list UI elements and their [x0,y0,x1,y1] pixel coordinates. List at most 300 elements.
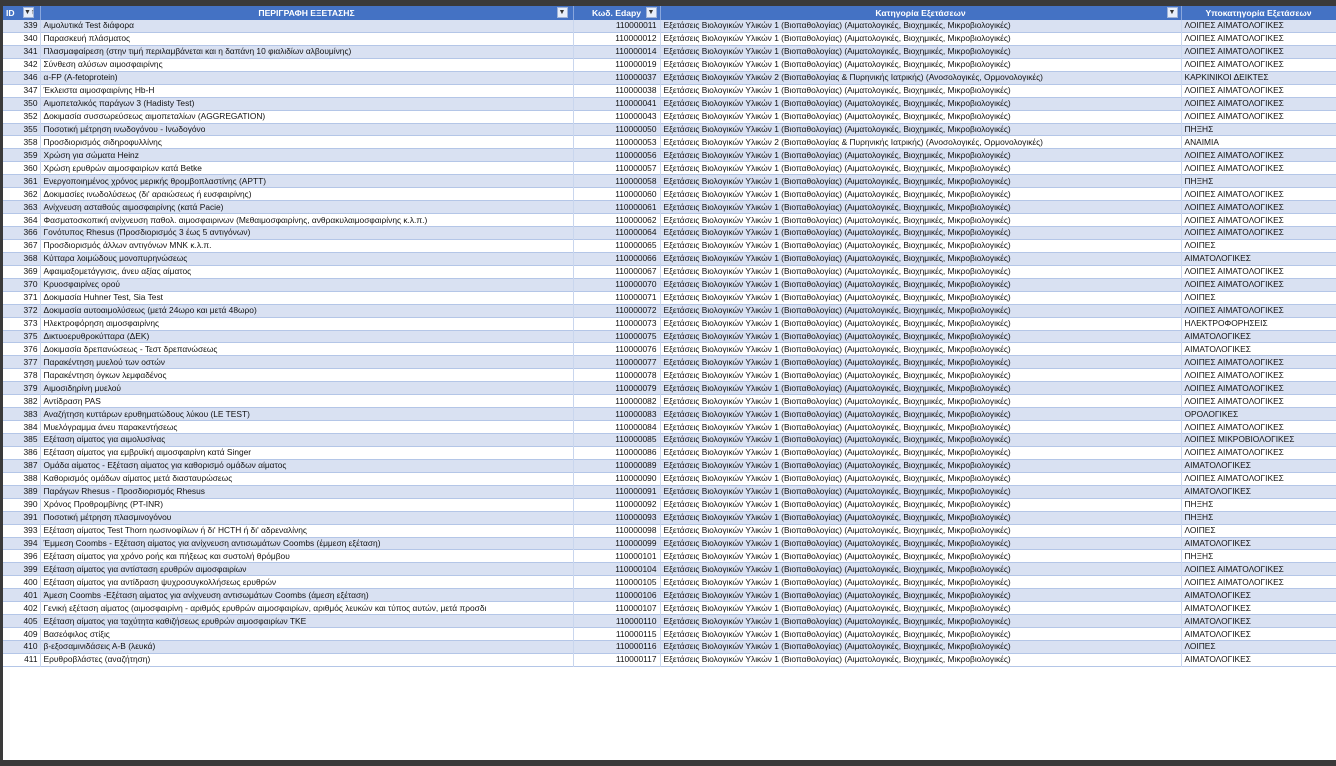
cell-subcategory[interactable]: ΑΙΜΑΤΟΛΟΓΙΚΕΣ [1181,459,1336,472]
cell-id[interactable]: 402 [3,602,40,615]
cell-description[interactable]: Ανίχνευση ασταθούς αιμοσφαιρίνης (κατά Pacie) [40,201,573,214]
cell-description[interactable]: Εξέταση αίματος για αντίδραση ψυχροσυγκολλήσεως ερυθρών [40,576,573,589]
cell-code[interactable]: 110000056 [573,149,660,162]
cell-category[interactable]: Εξετάσεις Βιολογικών Υλικών 1 (Βιοπαθολογίας) (Αιματολογικές, Βιοχημικές, Μικροβιολογικές) [660,589,1181,602]
cell-id[interactable]: 339 [3,20,40,32]
cell-code[interactable]: 110000078 [573,369,660,382]
cell-code[interactable]: 110000041 [573,97,660,110]
table-row[interactable] [3,537,1336,550]
cell-code[interactable]: 110000099 [573,537,660,550]
cell-category[interactable]: Εξετάσεις Βιολογικών Υλικών 1 (Βιοπαθολογίας) (Αιματολογικές, Βιοχημικές, Μικροβιολογικές) [660,201,1181,214]
table-row[interactable] [3,110,1336,123]
cell-category[interactable]: Εξετάσεις Βιολογικών Υλικών 1 (Βιοπαθολογίας) (Αιματολογικές, Βιοχημικές, Μικροβιολογικές) [660,123,1181,136]
table-row[interactable] [3,653,1336,666]
table-row[interactable] [3,615,1336,628]
cell-id[interactable]: 373 [3,317,40,330]
cell-id[interactable]: 369 [3,265,40,278]
cell-description[interactable]: Αιμοσιδηρίνη μυελού [40,382,573,395]
cell-code[interactable]: 110000106 [573,589,660,602]
cell-subcategory[interactable]: ΛΟΙΠΕΣ [1181,524,1336,537]
cell-code[interactable]: 110000092 [573,498,660,511]
cell-code[interactable]: 110000075 [573,330,660,343]
cell-id[interactable]: 376 [3,343,40,356]
cell-id[interactable]: 347 [3,84,40,97]
cell-subcategory[interactable]: ΠΗΞΗΣ [1181,550,1336,563]
cell-id[interactable]: 342 [3,58,40,71]
cell-code[interactable]: 110000117 [573,653,660,666]
cell-id[interactable]: 400 [3,576,40,589]
cell-id[interactable]: 355 [3,123,40,136]
cell-id[interactable]: 389 [3,485,40,498]
cell-code[interactable]: 110000012 [573,32,660,45]
cell-subcategory[interactable]: ΛΟΙΠΕΣ ΑΙΜΑΤΟΛΟΓΙΚΕΣ [1181,20,1336,32]
cell-code[interactable]: 110000073 [573,317,660,330]
cell-id[interactable]: 405 [3,615,40,628]
table-row[interactable] [3,408,1336,421]
cell-subcategory[interactable]: ΛΟΙΠΕΣ ΑΙΜΑΤΟΛΟΓΙΚΕΣ [1181,149,1336,162]
table-row[interactable] [3,628,1336,641]
cell-code[interactable]: 110000067 [573,265,660,278]
cell-subcategory[interactable]: ΛΟΙΠΕΣ ΑΙΜΑΤΟΛΟΓΙΚΕΣ [1181,201,1336,214]
table-row[interactable] [3,227,1336,240]
table-row[interactable] [3,421,1336,434]
cell-subcategory[interactable]: ΛΟΙΠΕΣ ΑΙΜΑΤΟΛΟΓΙΚΕΣ [1181,32,1336,45]
cell-description[interactable]: β-εξοσαμινιδάσεις Α-Β (λευκά) [40,641,573,654]
table-row[interactable] [3,369,1336,382]
table-row[interactable] [3,317,1336,330]
cell-id[interactable]: 364 [3,214,40,227]
cell-id[interactable]: 346 [3,71,40,84]
cell-code[interactable]: 110000043 [573,110,660,123]
cell-category[interactable]: Εξετάσεις Βιολογικών Υλικών 1 (Βιοπαθολογίας) (Αιματολογικές, Βιοχημικές, Μικροβιολογικές) [660,162,1181,175]
cell-description[interactable]: Έμμεση Coombs - Εξέταση αίματος για ανίχνευση αντισωμάτων Coombs (έμμεση εξέταση) [40,537,573,550]
cell-code[interactable]: 110000115 [573,628,660,641]
cell-subcategory[interactable]: ΑΙΜΑΤΟΛΟΓΙΚΕΣ [1181,330,1336,343]
cell-code[interactable]: 110000082 [573,395,660,408]
cell-code[interactable]: 110000076 [573,343,660,356]
cell-category[interactable]: Εξετάσεις Βιολογικών Υλικών 1 (Βιοπαθολογίας) (Αιματολογικές, Βιοχημικές, Μικροβιολογικές) [660,576,1181,589]
cell-subcategory[interactable]: ΑΙΜΑΤΟΛΟΓΙΚΕΣ [1181,343,1336,356]
cell-description[interactable]: Παρασκευή πλάσματος [40,32,573,45]
cell-id[interactable]: 396 [3,550,40,563]
cell-id[interactable]: 378 [3,369,40,382]
cell-category[interactable]: Εξετάσεις Βιολογικών Υλικών 1 (Βιοπαθολογίας) (Αιματολογικές, Βιοχημικές, Μικροβιολογικές) [660,265,1181,278]
cell-category[interactable]: Εξετάσεις Βιολογικών Υλικών 1 (Βιοπαθολογίας) (Αιματολογικές, Βιοχημικές, Μικροβιολογικές) [660,485,1181,498]
cell-description[interactable]: Δοκιμασίες ινωδολύσεως (δι' αραιώσεως ή ευσφαιρίνης) [40,188,573,201]
cell-id[interactable]: 350 [3,97,40,110]
table-row[interactable] [3,278,1336,291]
cell-subcategory[interactable]: ΑΙΜΑΤΟΛΟΓΙΚΕΣ [1181,628,1336,641]
cell-id[interactable]: 363 [3,201,40,214]
filter-dropdown-icon[interactable]: ▼ [1167,7,1178,18]
cell-category[interactable]: Εξετάσεις Βιολογικών Υλικών 1 (Βιοπαθολογίας) (Αιματολογικές, Βιοχημικές, Μικροβιολογικές) [660,602,1181,615]
cell-id[interactable]: 352 [3,110,40,123]
cell-category[interactable]: Εξετάσεις Βιολογικών Υλικών 1 (Βιοπαθολογίας) (Αιματολογικές, Βιοχημικές, Μικροβιολογικές) [660,291,1181,304]
table-row[interactable] [3,472,1336,485]
cell-id[interactable]: 391 [3,511,40,524]
cell-id[interactable]: 370 [3,278,40,291]
cell-subcategory[interactable]: ΠΗΞΗΣ [1181,123,1336,136]
cell-id[interactable]: 358 [3,136,40,149]
cell-category[interactable]: Εξετάσεις Βιολογικών Υλικών 1 (Βιοπαθολογίας) (Αιματολογικές, Βιοχημικές, Μικροβιολογικές) [660,239,1181,252]
cell-subcategory[interactable]: ΚΑΡΚΙΝΙΚΟΙ ΔΕΙΚΤΕΣ [1181,71,1336,84]
cell-description[interactable]: Βασεόφιλος στίξις [40,628,573,641]
cell-category[interactable]: Εξετάσεις Βιολογικών Υλικών 1 (Βιοπαθολογίας) (Αιματολογικές, Βιοχημικές, Μικροβιολογικές) [660,188,1181,201]
cell-id[interactable]: 368 [3,252,40,265]
cell-id[interactable]: 409 [3,628,40,641]
table-row[interactable] [3,252,1336,265]
table-row[interactable] [3,84,1336,97]
cell-id[interactable]: 377 [3,356,40,369]
cell-description[interactable]: Ενεργοποιημένος χρόνος μερικής θρομβοπλαστίνης (APTT) [40,175,573,188]
cell-code[interactable]: 110000105 [573,576,660,589]
cell-description[interactable]: Έκλειστα αιμοσφαιρίνης Hb-H [40,84,573,97]
cell-category[interactable]: Εξετάσεις Βιολογικών Υλικών 1 (Βιοπαθολογίας) (Αιματολογικές, Βιοχημικές, Μικροβιολογικές) [660,446,1181,459]
cell-code[interactable]: 110000066 [573,252,660,265]
cell-code[interactable]: 110000061 [573,201,660,214]
cell-description[interactable]: Χρώση για σώματα Heinz [40,149,573,162]
cell-description[interactable]: Αιμοπεταλικός παράγων 3 (Hadisty Test) [40,97,573,110]
cell-category[interactable]: Εξετάσεις Βιολογικών Υλικών 1 (Βιοπαθολογίας) (Αιματολογικές, Βιοχημικές, Μικροβιολογικές) [660,330,1181,343]
table-row[interactable] [3,356,1336,369]
table-row[interactable] [3,343,1336,356]
cell-description[interactable]: Άμεση Coombs -Εξέταση αίματος για ανίχνευση αντισωμάτων Coombs (άμεση εξέταση) [40,589,573,602]
cell-category[interactable]: Εξετάσεις Βιολογικών Υλικών 1 (Βιοπαθολογίας) (Αιματολογικές, Βιοχημικές, Μικροβιολογικές) [660,149,1181,162]
cell-description[interactable]: Ποσοτική μέτρηση πλασμινογόνου [40,511,573,524]
cell-description[interactable]: Χρόνος Προθρομβίνης (PT-INR) [40,498,573,511]
cell-subcategory[interactable]: ΠΗΞΗΣ [1181,498,1336,511]
cell-description[interactable]: Κύτταρα λοιμώδους μονοπυρηνώσεως [40,252,573,265]
cell-subcategory[interactable]: ΛΟΙΠΕΣ ΑΙΜΑΤΟΛΟΓΙΚΕΣ [1181,369,1336,382]
cell-subcategory[interactable]: ΑΙΜΑΤΟΛΟΓΙΚΕΣ [1181,589,1336,602]
cell-category[interactable]: Εξετάσεις Βιολογικών Υλικών 1 (Βιοπαθολογίας) (Αιματολογικές, Βιοχημικές, Μικροβιολογικές) [660,304,1181,317]
cell-description[interactable]: Δικτυοερυθροκύτταρα (ΔΕΚ) [40,330,573,343]
cell-subcategory[interactable]: ΛΟΙΠΕΣ ΑΙΜΑΤΟΛΟΓΙΚΕΣ [1181,472,1336,485]
cell-category[interactable]: Εξετάσεις Βιολογικών Υλικών 1 (Βιοπαθολογίας) (Αιματολογικές, Βιοχημικές, Μικροβιολογικές) [660,472,1181,485]
cell-code[interactable]: 110000053 [573,136,660,149]
cell-category[interactable]: Εξετάσεις Βιολογικών Υλικών 1 (Βιοπαθολογίας) (Αιματολογικές, Βιοχημικές, Μικροβιολογικές) [660,175,1181,188]
table-row[interactable] [3,136,1336,149]
cell-subcategory[interactable]: ΛΟΙΠΕΣ ΑΙΜΑΤΟΛΟΓΙΚΕΣ [1181,356,1336,369]
table-row[interactable] [3,45,1336,58]
cell-code[interactable]: 110000050 [573,123,660,136]
table-row[interactable] [3,304,1336,317]
cell-description[interactable]: Δοκιμασία αυτοαιμολύσεως (μετά 24ωρο και μετά 48ωρο) [40,304,573,317]
cell-code[interactable]: 110000011 [573,20,660,32]
cell-code[interactable]: 110000107 [573,602,660,615]
table-row[interactable] [3,602,1336,615]
cell-description[interactable]: Παρακέντηση όγκων λεμφαδένος [40,369,573,382]
cell-subcategory[interactable]: ΛΟΙΠΕΣ ΑΙΜΑΤΟΛΟΓΙΚΕΣ [1181,45,1336,58]
table-row[interactable] [3,382,1336,395]
cell-description[interactable]: Προσδιορισμός άλλων αντιγόνων MNK κ.λ.π. [40,239,573,252]
cell-category[interactable]: Εξετάσεις Βιολογικών Υλικών 1 (Βιοπαθολογίας) (Αιματολογικές, Βιοχημικές, Μικροβιολογικές) [660,110,1181,123]
cell-id[interactable]: 390 [3,498,40,511]
cell-code[interactable]: 110000077 [573,356,660,369]
cell-subcategory[interactable]: ΛΟΙΠΕΣ [1181,239,1336,252]
cell-code[interactable]: 110000116 [573,641,660,654]
cell-description[interactable]: Ερυθροβλάστες (αναζήτηση) [40,653,573,666]
cell-description[interactable]: Αναζήτηση κυττάρων ερυθηματώδους λύκου (LE TEST) [40,408,573,421]
cell-category[interactable]: Εξετάσεις Βιολογικών Υλικών 2 (Βιοπαθολογίας & Πυρηνικής Ιατρικής) (Ανοσολογικές, Ορμονολογικές) [660,71,1181,84]
cell-id[interactable]: 385 [3,434,40,447]
cell-description[interactable]: Ομάδα αίματος - Εξέταση αίματος για καθορισμό ομάδων αίματος [40,459,573,472]
cell-subcategory[interactable]: ΑΙΜΑΤΟΛΟΓΙΚΕΣ [1181,653,1336,666]
filter-dropdown-icon[interactable]: ▼ [646,7,657,18]
cell-subcategory[interactable]: ΛΟΙΠΕΣ ΑΙΜΑΤΟΛΟΓΙΚΕΣ [1181,58,1336,71]
table-row[interactable] [3,563,1336,576]
cell-subcategory[interactable]: ΑΙΜΑΤΟΛΟΓΙΚΕΣ [1181,615,1336,628]
cell-id[interactable]: 394 [3,537,40,550]
cell-id[interactable]: 388 [3,472,40,485]
table-row[interactable] [3,498,1336,511]
cell-id[interactable]: 384 [3,421,40,434]
sort-filter-icon[interactable]: ▼↑ [24,9,35,16]
cell-subcategory[interactable]: ΛΟΙΠΕΣ ΑΙΜΑΤΟΛΟΓΙΚΕΣ [1181,382,1336,395]
cell-id[interactable]: 386 [3,446,40,459]
table-row[interactable] [3,32,1336,45]
cell-subcategory[interactable]: ΑΝΑΙΜΙΑ [1181,136,1336,149]
table-row[interactable] [3,97,1336,110]
cell-id[interactable]: 360 [3,162,40,175]
table-row[interactable] [3,175,1336,188]
cell-subcategory[interactable]: ΛΟΙΠΕΣ ΑΙΜΑΤΟΛΟΓΙΚΕΣ [1181,304,1336,317]
cell-description[interactable]: Δοκιμασία Huhner Test, Sia Test [40,291,573,304]
cell-description[interactable]: Χρώση ερυθρών αιμοσφαιρίων κατά Betke [40,162,573,175]
cell-subcategory[interactable]: ΛΟΙΠΕΣ ΑΙΜΑΤΟΛΟΓΙΚΕΣ [1181,188,1336,201]
filter-dropdown-icon[interactable]: ▼ [557,7,568,18]
cell-code[interactable]: 110000037 [573,71,660,84]
cell-code[interactable]: 110000090 [573,472,660,485]
cell-code[interactable]: 110000104 [573,563,660,576]
cell-category[interactable]: Εξετάσεις Βιολογικών Υλικών 1 (Βιοπαθολογίας) (Αιματολογικές, Βιοχημικές, Μικροβιολογικές) [660,434,1181,447]
cell-category[interactable]: Εξετάσεις Βιολογικών Υλικών 1 (Βιοπαθολογίας) (Αιματολογικές, Βιοχημικές, Μικροβιολογικές) [660,58,1181,71]
cell-code[interactable]: 110000064 [573,227,660,240]
cell-id[interactable]: 383 [3,408,40,421]
table-row[interactable] [3,524,1336,537]
cell-category[interactable]: Εξετάσεις Βιολογικών Υλικών 1 (Βιοπαθολογίας) (Αιματολογικές, Βιοχημικές, Μικροβιολογικές) [660,20,1181,32]
cell-subcategory[interactable]: ΑΙΜΑΤΟΛΟΓΙΚΕΣ [1181,485,1336,498]
cell-id[interactable]: 340 [3,32,40,45]
cell-code[interactable]: 110000070 [573,278,660,291]
cell-subcategory[interactable]: ΛΟΙΠΕΣ ΑΙΜΑΤΟΛΟΓΙΚΕΣ [1181,84,1336,97]
table-row[interactable] [3,459,1336,472]
column-header-subcategory[interactable] [1181,6,1336,20]
table-row[interactable] [3,162,1336,175]
cell-subcategory[interactable]: ΛΟΙΠΕΣ ΑΙΜΑΤΟΛΟΓΙΚΕΣ [1181,446,1336,459]
table-row[interactable] [3,641,1336,654]
table-row[interactable] [3,123,1336,136]
cell-code[interactable]: 110000014 [573,45,660,58]
cell-description[interactable]: Παρακέντηση μυελού των οστών [40,356,573,369]
cell-description[interactable]: Εξέταση αίματος Test Thorn ηωσινοφίλων ή δι' HCTH ή δι' αδρεναλίνης [40,524,573,537]
cell-subcategory[interactable]: ΑΙΜΑΤΟΛΟΓΙΚΕΣ [1181,252,1336,265]
cell-category[interactable]: Εξετάσεις Βιολογικών Υλικών 1 (Βιοπαθολογίας) (Αιματολογικές, Βιοχημικές, Μικροβιολογικές) [660,45,1181,58]
cell-code[interactable]: 110000057 [573,162,660,175]
cell-description[interactable]: Αφαιμαξομετάγγισις, άνευ αξίας αίματος [40,265,573,278]
table-row[interactable] [3,291,1336,304]
cell-id[interactable]: 375 [3,330,40,343]
table-row[interactable] [3,511,1336,524]
cell-description[interactable]: Μυελόγραμμα άνευ παρακεντήσεως [40,421,573,434]
cell-category[interactable]: Εξετάσεις Βιολογικών Υλικών 1 (Βιοπαθολογίας) (Αιματολογικές, Βιοχημικές, Μικροβιολογικές) [660,615,1181,628]
cell-id[interactable]: 361 [3,175,40,188]
cell-id[interactable]: 362 [3,188,40,201]
cell-description[interactable]: Καθορισμός ομάδων αίματος μετά διασταυρώσεως [40,472,573,485]
cell-code[interactable]: 110000083 [573,408,660,421]
cell-category[interactable]: Εξετάσεις Βιολογικών Υλικών 1 (Βιοπαθολογίας) (Αιματολογικές, Βιοχημικές, Μικροβιολογικές) [660,395,1181,408]
cell-category[interactable]: Εξετάσεις Βιολογικών Υλικών 1 (Βιοπαθολογίας) (Αιματολογικές, Βιοχημικές, Μικροβιολογικές) [660,278,1181,291]
cell-description[interactable]: Προσδιορισμός σιδηροφυλλίνης [40,136,573,149]
cell-description[interactable]: Δοκιμασία δρεπανώσεως - Τεστ δρεπανώσεως [40,343,573,356]
cell-category[interactable]: Εξετάσεις Βιολογικών Υλικών 1 (Βιοπαθολογίας) (Αιματολογικές, Βιοχημικές, Μικροβιολογικές) [660,498,1181,511]
cell-subcategory[interactable]: ΛΟΙΠΕΣ ΑΙΜΑΤΟΛΟΓΙΚΕΣ [1181,421,1336,434]
cell-id[interactable]: 387 [3,459,40,472]
cell-id[interactable]: 366 [3,227,40,240]
cell-code[interactable]: 110000065 [573,239,660,252]
cell-category[interactable]: Εξετάσεις Βιολογικών Υλικών 1 (Βιοπαθολογίας) (Αιματολογικές, Βιοχημικές, Μικροβιολογικές) [660,408,1181,421]
cell-id[interactable]: 379 [3,382,40,395]
cell-code[interactable]: 110000019 [573,58,660,71]
cell-code[interactable]: 110000085 [573,434,660,447]
table-row[interactable] [3,434,1336,447]
cell-id[interactable]: 341 [3,45,40,58]
cell-subcategory[interactable]: ΗΛΕΚΤΡΟΦΟΡΗΣΕΙΣ [1181,317,1336,330]
cell-code[interactable]: 110000101 [573,550,660,563]
table-row[interactable] [3,239,1336,252]
cell-category[interactable]: Εξετάσεις Βιολογικών Υλικών 1 (Βιοπαθολογίας) (Αιματολογικές, Βιοχημικές, Μικροβιολογικές) [660,459,1181,472]
cell-subcategory[interactable]: ΛΟΙΠΕΣ ΑΙΜΑΤΟΛΟΓΙΚΕΣ [1181,576,1336,589]
cell-code[interactable]: 110000091 [573,485,660,498]
cell-category[interactable]: Εξετάσεις Βιολογικών Υλικών 1 (Βιοπαθολογίας) (Αιματολογικές, Βιοχημικές, Μικροβιολογικές) [660,369,1181,382]
cell-subcategory[interactable]: ΑΙΜΑΤΟΛΟΓΙΚΕΣ [1181,602,1336,615]
column-header-id[interactable] [3,6,40,20]
cell-code[interactable]: 110000089 [573,459,660,472]
column-header-description[interactable] [40,6,573,20]
cell-description[interactable]: Φασματοσκοπική ανίχνευση παθολ. αιμοσφαιρινων (Μεθαιμοσφαιρίνης, ανθρακυλαιμοσφαιρίνης κ.λ.π.) [40,214,573,227]
cell-id[interactable]: 382 [3,395,40,408]
table-row[interactable] [3,188,1336,201]
table-row[interactable] [3,265,1336,278]
cell-code[interactable]: 110000058 [573,175,660,188]
cell-category[interactable]: Εξετάσεις Βιολογικών Υλικών 1 (Βιοπαθολογίας) (Αιματολογικές, Βιοχημικές, Μικροβιολογικές) [660,97,1181,110]
cell-code[interactable]: 110000084 [573,421,660,434]
table-row[interactable] [3,330,1336,343]
cell-description[interactable]: Εξέταση αίματος για αιμολυσίνας [40,434,573,447]
table-row[interactable] [3,550,1336,563]
table-row[interactable] [3,446,1336,459]
cell-category[interactable]: Εξετάσεις Βιολογικών Υλικών 1 (Βιοπαθολογίας) (Αιματολογικές, Βιοχημικές, Μικροβιολογικές) [660,641,1181,654]
cell-code[interactable]: 110000060 [573,188,660,201]
cell-subcategory[interactable]: ΛΟΙΠΕΣ ΑΙΜΑΤΟΛΟΓΙΚΕΣ [1181,214,1336,227]
cell-description[interactable]: Αντίδραση PAS [40,395,573,408]
cell-subcategory[interactable]: ΛΟΙΠΕΣ ΑΙΜΑΤΟΛΟΓΙΚΕΣ [1181,97,1336,110]
cell-description[interactable]: Γονότυπος Rhesus (Προσδιορισμός 3 έως 5 αντιγόνων) [40,227,573,240]
cell-category[interactable]: Εξετάσεις Βιολογικών Υλικών 1 (Βιοπαθολογίας) (Αιματολογικές, Βιοχημικές, Μικροβιολογικές) [660,550,1181,563]
cell-category[interactable]: Εξετάσεις Βιολογικών Υλικών 1 (Βιοπαθολογίας) (Αιματολογικές, Βιοχημικές, Μικροβιολογικές) [660,628,1181,641]
cell-subcategory[interactable]: ΟΡΟΛΟΓΙΚΕΣ [1181,408,1336,421]
cell-description[interactable]: Ποσοτική μέτρηση ινωδογόνου - Ινωδογόνο [40,123,573,136]
cell-category[interactable]: Εξετάσεις Βιολογικών Υλικών 1 (Βιοπαθολογίας) (Αιματολογικές, Βιοχημικές, Μικροβιολογικές) [660,563,1181,576]
cell-description[interactable]: Γενική εξέταση αίματος (αιμοσφαιρίνη - αριθμός ερυθρών αιμοσφαιρίων, αριθμός λευκών και τύπος αυτών, μετά προσδι [40,602,573,615]
cell-category[interactable]: Εξετάσεις Βιολογικών Υλικών 1 (Βιοπαθολογίας) (Αιματολογικές, Βιοχημικές, Μικροβιολογικές) [660,343,1181,356]
cell-subcategory[interactable]: ΛΟΙΠΕΣ ΑΙΜΑΤΟΛΟΓΙΚΕΣ [1181,395,1336,408]
cell-subcategory[interactable]: ΛΟΙΠΕΣ ΑΙΜΑΤΟΛΟΓΙΚΕΣ [1181,563,1336,576]
cell-description[interactable]: Δοκιμασία συσσωρεύσεως αιμοπεταλίων (AGGREGATION) [40,110,573,123]
column-header-code[interactable] [573,6,660,20]
cell-category[interactable]: Εξετάσεις Βιολογικών Υλικών 1 (Βιοπαθολογίας) (Αιματολογικές, Βιοχημικές, Μικροβιολογικές) [660,382,1181,395]
cell-subcategory[interactable]: ΛΟΙΠΕΣ ΑΙΜΑΤΟΛΟΓΙΚΕΣ [1181,278,1336,291]
cell-code[interactable]: 110000079 [573,382,660,395]
table-row[interactable] [3,71,1336,84]
cell-id[interactable]: 371 [3,291,40,304]
column-header-category[interactable] [660,6,1181,20]
cell-description[interactable]: α-FP (A-fetoprotein) [40,71,573,84]
cell-code[interactable]: 110000038 [573,84,660,97]
table-row[interactable] [3,576,1336,589]
cell-category[interactable]: Εξετάσεις Βιολογικών Υλικών 1 (Βιοπαθολογίας) (Αιματολογικές, Βιοχημικές, Μικροβιολογικές) [660,537,1181,550]
cell-subcategory[interactable]: ΠΗΞΗΣ [1181,511,1336,524]
cell-category[interactable]: Εξετάσεις Βιολογικών Υλικών 1 (Βιοπαθολογίας) (Αιματολογικές, Βιοχημικές, Μικροβιολογικές) [660,252,1181,265]
cell-code[interactable]: 110000086 [573,446,660,459]
cell-description[interactable]: Σύνθεση αλύσων αιμοσφαιρίνης [40,58,573,71]
cell-category[interactable]: Εξετάσεις Βιολογικών Υλικών 1 (Βιοπαθολογίας) (Αιματολογικές, Βιοχημικές, Μικροβιολογικές) [660,356,1181,369]
cell-id[interactable]: 411 [3,653,40,666]
cell-code[interactable]: 110000062 [573,214,660,227]
cell-description[interactable]: Εξέταση αίματος για χρόνο ροής και πήξεως και συστολή θρόμβου [40,550,573,563]
cell-description[interactable]: Εξέταση αίματος για εμβρυϊκή αιμοσφαιρίνη κατά Singer [40,446,573,459]
table-row[interactable] [3,395,1336,408]
cell-category[interactable]: Εξετάσεις Βιολογικών Υλικών 1 (Βιοπαθολογίας) (Αιματολογικές, Βιοχημικές, Μικροβιολογικές) [660,317,1181,330]
cell-subcategory[interactable]: ΛΟΙΠΕΣ ΑΙΜΑΤΟΛΟΓΙΚΕΣ [1181,110,1336,123]
cell-category[interactable]: Εξετάσεις Βιολογικών Υλικών 1 (Βιοπαθολογίας) (Αιματολογικές, Βιοχημικές, Μικροβιολογικές) [660,653,1181,666]
table-row[interactable] [3,20,1336,32]
table-row[interactable] [3,58,1336,71]
cell-id[interactable]: 399 [3,563,40,576]
cell-code[interactable]: 110000110 [573,615,660,628]
cell-id[interactable]: 410 [3,641,40,654]
cell-description[interactable]: Παράγων Rhesus - Προσδιορισμός Rhesus [40,485,573,498]
cell-code[interactable]: 110000071 [573,291,660,304]
cell-code[interactable]: 110000072 [573,304,660,317]
table-row[interactable] [3,201,1336,214]
cell-id[interactable]: 367 [3,239,40,252]
cell-code[interactable]: 110000098 [573,524,660,537]
cell-description[interactable]: Ηλεκτροφόρηση αιμοσφαιρίνης [40,317,573,330]
cell-category[interactable]: Εξετάσεις Βιολογικών Υλικών 1 (Βιοπαθολογίας) (Αιματολογικές, Βιοχημικές, Μικροβιολογικές) [660,524,1181,537]
cell-subcategory[interactable]: ΛΟΙΠΕΣ [1181,641,1336,654]
cell-subcategory[interactable]: ΠΗΞΗΣ [1181,175,1336,188]
cell-subcategory[interactable]: ΛΟΙΠΕΣ ΑΙΜΑΤΟΛΟΓΙΚΕΣ [1181,162,1336,175]
cell-id[interactable]: 359 [3,149,40,162]
cell-description[interactable]: Πλασμαφαίρεση (στην τιμή περιλαμβάνεται και η δαπάνη 10 φιαλιδίων αλβουμίνης) [40,45,573,58]
table-row[interactable] [3,589,1336,602]
cell-subcategory[interactable]: ΛΟΙΠΕΣ [1181,291,1336,304]
table-row[interactable] [3,214,1336,227]
cell-category[interactable]: Εξετάσεις Βιολογικών Υλικών 1 (Βιοπαθολογίας) (Αιματολογικές, Βιοχημικές, Μικροβιολογικές) [660,84,1181,97]
cell-subcategory[interactable]: ΛΟΙΠΕΣ ΜΙΚΡΟΒΙΟΛΟΓΙΚΕΣ [1181,434,1336,447]
cell-category[interactable]: Εξετάσεις Βιολογικών Υλικών 1 (Βιοπαθολογίας) (Αιματολογικές, Βιοχημικές, Μικροβιολογικές) [660,214,1181,227]
cell-subcategory[interactable]: ΑΙΜΑΤΟΛΟΓΙΚΕΣ [1181,537,1336,550]
cell-description[interactable]: Εξέταση αίματος για ταχύτητα καθιζήσεως ερυθρών αιμοσφαιρίων ΤΚΕ [40,615,573,628]
table-row[interactable] [3,149,1336,162]
cell-subcategory[interactable]: ΛΟΙΠΕΣ ΑΙΜΑΤΟΛΟΓΙΚΕΣ [1181,227,1336,240]
cell-subcategory[interactable]: ΛΟΙΠΕΣ ΑΙΜΑΤΟΛΟΓΙΚΕΣ [1181,265,1336,278]
cell-id[interactable]: 393 [3,524,40,537]
cell-category[interactable]: Εξετάσεις Βιολογικών Υλικών 1 (Βιοπαθολογίας) (Αιματολογικές, Βιοχημικές, Μικροβιολογικές) [660,32,1181,45]
cell-category[interactable]: Εξετάσεις Βιολογικών Υλικών 1 (Βιοπαθολογίας) (Αιματολογικές, Βιοχημικές, Μικροβιολογικές) [660,511,1181,524]
cell-id[interactable]: 401 [3,589,40,602]
